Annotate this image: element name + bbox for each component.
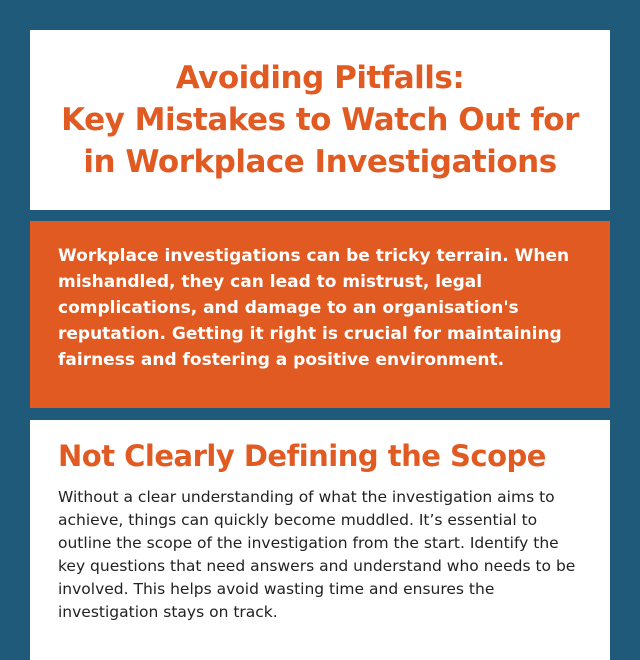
intro-card: [30, 221, 610, 408]
section-card-scope: [30, 420, 610, 660]
section-heading: Not Clearly Defining the Scope: [58, 439, 546, 473]
title-card: [30, 30, 610, 210]
page-title-line-3: in Workplace Investigations: [83, 144, 557, 180]
section-body-paragraph: Without a clear understanding of what the investigation aims to achieve, things can quickly become muddled. It’s essential to outline the scope of the investigation from the start. Identify the key questions that need answers and understand who needs to be involved. This helps avoid wasting time and ensures the investigation stays on track.: [58, 488, 576, 621]
intro-paragraph: Workplace investigations can be tricky terrain. When mishandled, they can lead to mistrust, legal complications, and damage to an organisation's reputation. Getting it right is crucial for maintaining fairness and fostering a positive environment.: [58, 246, 570, 370]
page-title-line-2: Key Mistakes to Watch Out for: [61, 102, 579, 138]
page-title-line-1: Avoiding Pitfalls:: [175, 60, 465, 96]
